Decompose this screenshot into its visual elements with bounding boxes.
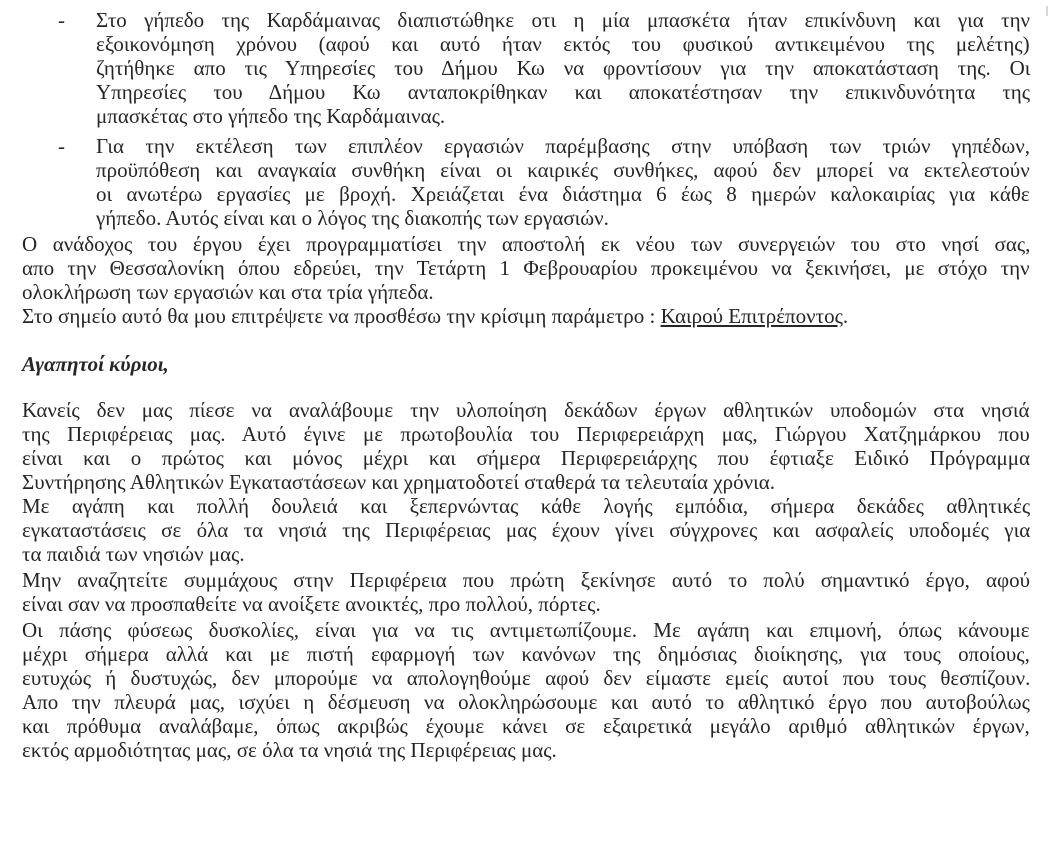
bullet-1-line-4: Υπηρεσίες του Δήμου Κω ανταποκρίθηκαν και αποκατέστησαν την επικινδυνότητα της: [96, 80, 1031, 104]
salutation: [0, 352, 1050, 376]
paragraph-5-line-4: Απο την πλευρά μας, ισχύει η δέσμευση να ολοκληρώσουμε και αυτό το αθλητικό έργο που αυτοβούλως: [22, 690, 1030, 714]
paragraph-5-line-2: μέχρι σήμερα αλλά και με πιστή εφαρμογή των κανόνων της δημόσιας διοίκησης, για τους οποίους,: [22, 642, 1030, 666]
paragraph-1-line-1: Ο ανάδοχος του έργου έχει προγραμματίσει την αποστολή εκ νέου των συνεργειών του στο νησί σας,: [22, 232, 1031, 256]
bullet-1-line-1: Στο γήπεδο της Καρδάμαινας διαπιστώθηκε οτι η μία μπασκέτα ήταν επικίνδυνη και για την: [96, 8, 1031, 32]
paragraph-5-line-3: ευτυχώς ή δυστυχώς, δεν μπορούμε να απολογηθούμε αφού δεν είμαστε εμείς αυτοί που τους θεσπίζουν.: [22, 666, 1031, 690]
bullet-2-line-4: γήπεδο. Αυτός είναι και ο λόγος της διακοπής των εργασιών.: [96, 206, 609, 230]
bullet-dash: -: [58, 134, 65, 158]
bullet-dash: -: [58, 8, 65, 32]
bullet-1-line-3: ζητήθηκε απο τις Υπηρεσίες του Δήμου Κω να φροντίσουν για την αποκατάσταση της. Οι: [96, 56, 1031, 80]
bullet-2-line-1: Για την εκτέλεση των επιπλέον εργασιών παρέμβασης στην υπόβαση των τριών γηπέδων,: [96, 134, 1030, 158]
bullet-2-line-2: προϋπόθεση και αναγκαία συνθήκη είναι οι καιρικές συνθήκες, αφού δεν μπορεί να εκτελεστούν: [96, 158, 1030, 182]
paragraph-3-line-1: Με αγάπη και πολλή δουλειά και ξεπερνώντας κάθε λογής εμπόδια, σήμερα δεκάδες αθλητικές: [22, 494, 1031, 518]
paragraph-2-line-2: της Περιφέρειας μας. Αυτό έγινε με πρωτοβουλία του Περιφερειάρχη μας, Γιώργου Χατζημάρκου που: [22, 422, 1030, 446]
paragraph-2-line-1: Κανείς δεν μας πίεσε να αναλάβουμε την υλοποίηση δεκάδων έργων αθλητικών υποδομών στα νησιά: [22, 398, 1030, 422]
paragraph-2-line-3: είναι και ο πρώτος και μόνος μέχρι και σήμερα Περιφερειάρχης που έφτιαξε Ειδικό Πρόγραμμα: [22, 446, 1031, 470]
parameter-suffix: .: [842, 304, 849, 328]
bullet-1-line-5: μπασκέτας στο γήπεδο της Καρδάμαινας.: [96, 104, 446, 128]
parameter-prefix: Στο σημείο αυτό θα μου επιτρέψετε να προσθέσω την κρίσιμη παράμετρο :: [22, 304, 661, 328]
paragraph-5-line-1: Οι πάσης φύσεως δυσκολίες, είναι για να τις αντιμετωπίζουμε. Με αγάπη και επιμονή, όπως κάνουμε: [22, 618, 1030, 642]
paragraph-5-line-6: εκτός αρμοδιότητας μας, σε όλα τα νησιά της Περιφέρειας μας.: [22, 738, 557, 762]
paragraph-3-line-2: εγκαταστάσεις σε όλα τα νησιά της Περιφέρειας μας έχουν γίνει σύγχρονες και ασφαλείς υποδομές για: [22, 518, 1031, 542]
paragraph-1-line-2: απο την Θεσσαλονίκη όπου εδρεύει, την Τετάρτη 1 Φεβρουαρίου προκειμένου να ξεκινήσει, με στόχο την: [22, 256, 1030, 280]
scan-edge-mark: [1046, 6, 1048, 16]
salutation-text: Αγαπητοί κύριοι,: [22, 352, 169, 376]
paragraph-4-line-1: Μην αναζητείτε συμμάχους στην Περιφέρεια που πρώτη ξεκίνησε αυτό το πολύ σημαντικό έργο, αφού: [22, 568, 1031, 592]
paragraph-4-line-2: είναι σαν να προσπαθείτε να ανοίξετε ανοικτές, προ πολλού, πόρτες.: [22, 592, 601, 616]
paragraph-3-line-3: τα παιδιά των νησιών μας.: [22, 542, 245, 566]
bullet-2-line-3: οι ανωτέρω εργασίες με βροχή. Χρειάζεται ένα διάστημα 6 έως 8 ημερών καλοκαιρίας για κάθε: [96, 182, 1030, 206]
paragraph-5-line-5: και πρόθυμα αναλάβαμε, όπως ακριβώς έχουμε κάνει σε εξαιρετικά μεγάλο αριθμό αθλητικών έργων,: [22, 714, 1030, 738]
paragraph-1-line-3: ολοκλήρωση των εργασιών και στα τρία γήπεδα.: [22, 280, 434, 304]
parameter-line: [0, 304, 1050, 328]
bullet-1-line-2: εξοικονόμηση χρόνου (αφού και αυτό ήταν εκτός του φυσικού αντικειμένου της μελέτης): [96, 32, 1030, 56]
weather-permitting-underlined: Καιρού Επιτρέποντος: [660, 304, 843, 328]
paragraph-2-line-4: Συντήρησης Αθλητικών Εγκαταστάσεων και χρηματοδοτεί σταθερά τα τελευταία χρόνια.: [22, 470, 775, 494]
